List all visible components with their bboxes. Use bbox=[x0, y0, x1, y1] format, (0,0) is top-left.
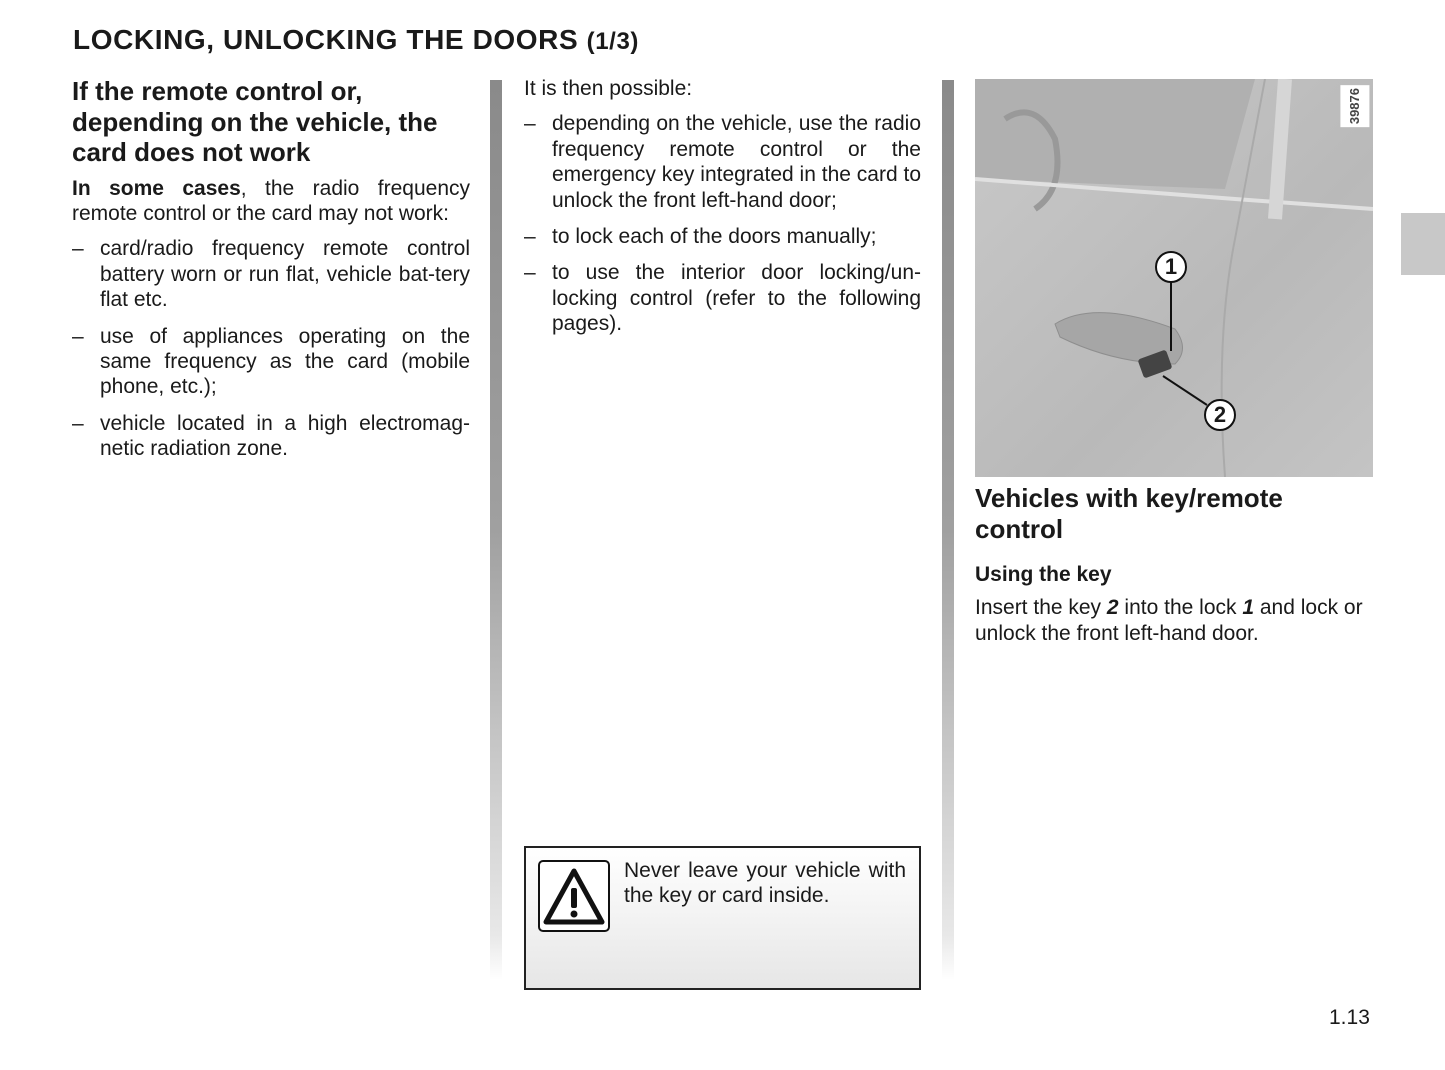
list-item: – depending on the vehicle, use the radio frequency remote control or the emergency key integrated in the card to unlock the front left-hand door; bbox=[524, 111, 921, 213]
list-item: – to lock each of the doors manually; bbox=[524, 224, 921, 249]
text: into the lock bbox=[1118, 596, 1243, 620]
list-item: – to use the interior door locking/un-locking control (refer to the following pages). bbox=[524, 260, 921, 336]
warning-triangle-icon bbox=[538, 860, 610, 932]
lock-reference: 1 bbox=[1242, 596, 1255, 620]
section-tab bbox=[1401, 213, 1445, 275]
page-number: 1.13 bbox=[1329, 1006, 1370, 1029]
warning-box bbox=[524, 846, 921, 990]
column-3 bbox=[975, 79, 1373, 656]
intro-paragraph: It is then possible: bbox=[524, 77, 693, 100]
section-heading: If the remote control or, depending on the vehicle, the card does not work bbox=[72, 76, 438, 167]
option-list bbox=[524, 111, 921, 336]
page-title bbox=[73, 24, 639, 56]
key-reference: 2 bbox=[1106, 596, 1119, 620]
instruction-paragraph bbox=[975, 595, 1373, 646]
column-2 bbox=[524, 76, 921, 348]
cause-list bbox=[72, 236, 470, 461]
list-item: – use of appliances operating on the same frequency as the card (mobile phone, etc.); bbox=[72, 324, 470, 400]
section-heading: Vehicles with key/remote control bbox=[975, 483, 1283, 544]
column-divider bbox=[942, 80, 954, 980]
column-divider bbox=[490, 80, 502, 980]
list-item: – vehicle located in a high electromag-netic radiation zone. bbox=[72, 411, 470, 462]
door-lock-illustration bbox=[975, 79, 1373, 477]
title-part: (1/3) bbox=[586, 28, 639, 55]
column-1 bbox=[72, 76, 470, 473]
intro-text: , the radio frequency remote control or the card may not work: bbox=[72, 176, 471, 225]
figure-number: 39876 bbox=[1340, 85, 1369, 127]
list-item: – card/radio frequency remote control battery worn or run flat, vehicle bat-tery flat etc. bbox=[72, 236, 470, 312]
intro-paragraph bbox=[72, 176, 470, 227]
title-text: LOCKING, UNLOCKING THE DOORS bbox=[73, 24, 579, 55]
warning-text: Never leave your vehicle with the key or card inside. bbox=[624, 859, 906, 908]
text: and lock or unlock the front left-hand door. bbox=[975, 596, 1363, 645]
callout-key: 2 bbox=[1204, 399, 1236, 431]
callout-lock: 1 bbox=[1155, 251, 1187, 283]
intro-bold: In some cases bbox=[72, 176, 241, 200]
subheading: Using the key bbox=[975, 563, 1112, 586]
text: Insert the key bbox=[975, 596, 1107, 620]
